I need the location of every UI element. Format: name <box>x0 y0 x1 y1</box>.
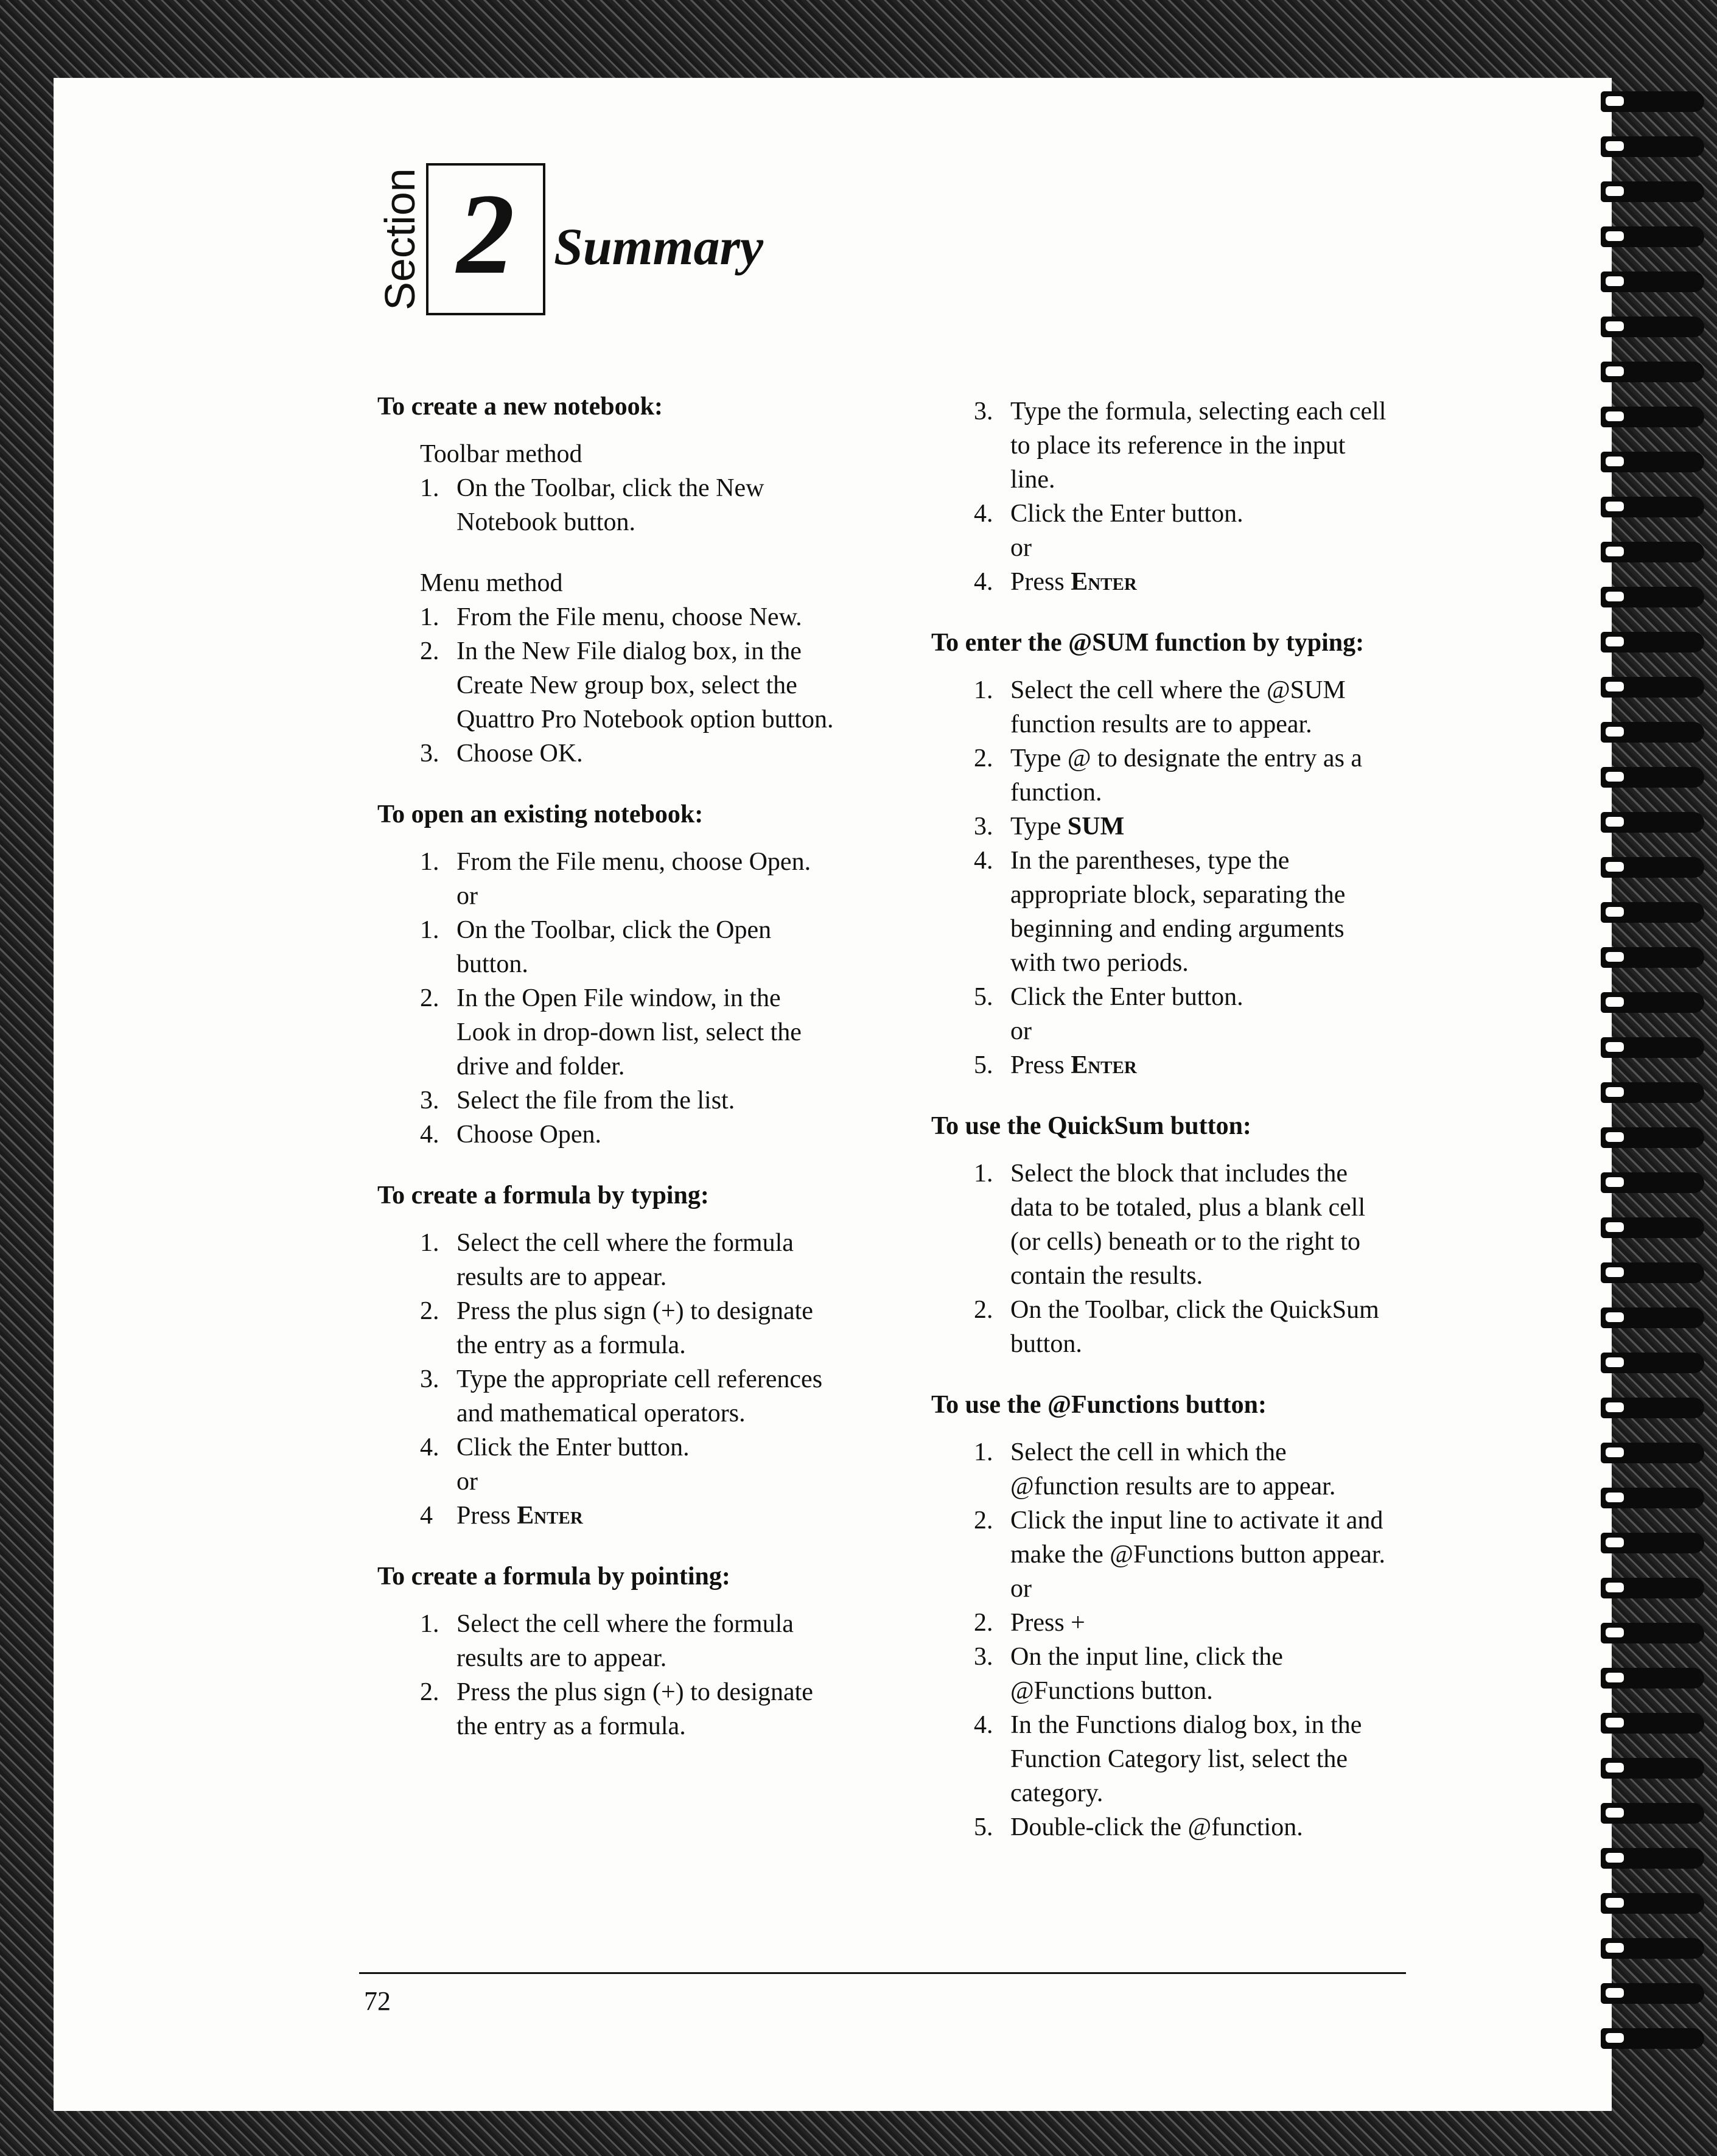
item-text: In the New File dialog box, in the Create New group box, select the Quattro Pro Notebook option button. <box>456 637 834 733</box>
menu-method-label: Menu method <box>420 569 563 597</box>
item-text: In the Open File window, in the Look in drop-down list, select the drive and folder. <box>456 984 802 1080</box>
spiral-ring <box>1601 1578 1704 1598</box>
list-item <box>931 673 1394 741</box>
item-number: 1. <box>420 474 439 502</box>
item-text: Click the Enter button. <box>1010 500 1243 528</box>
right-column <box>931 394 1394 1871</box>
spiral-ring <box>1601 992 1704 1013</box>
list-item <box>377 600 840 634</box>
item-number: 2. <box>974 1609 993 1637</box>
item-number: 2. <box>420 1297 439 1325</box>
spiral-ring <box>1601 181 1704 202</box>
spiral-ring <box>1601 497 1704 517</box>
item-text: Click the Enter button. <box>456 1433 690 1461</box>
list-item <box>377 634 840 737</box>
quicksum-block <box>931 1109 1394 1361</box>
item-number: 1. <box>420 1610 439 1638</box>
heading-sum-typing: To enter the @SUM function by typing: <box>931 629 1365 657</box>
item-text: Select the block that includes the data to be totaled, plus a blank cell (or cells) beneath or to the right to contain the results. <box>1010 1160 1366 1290</box>
spiral-ring <box>1601 407 1704 427</box>
item-number: 4. <box>974 500 993 528</box>
spiral-ring <box>1601 317 1704 337</box>
list-item <box>931 1293 1394 1361</box>
heading-open-notebook: To open an existing notebook: <box>377 800 704 828</box>
item-text: Select the cell where the @SUM function results are to appear. <box>1010 676 1346 738</box>
list-item <box>377 1675 840 1743</box>
list-item: 4. Press Enter <box>974 568 1137 596</box>
spiral-ring <box>1601 587 1704 607</box>
list-item <box>931 1640 1394 1708</box>
item-text: In the parentheses, type the appropriate block, separating the beginning and ending arguments with two periods. <box>1010 847 1346 977</box>
item-number: 1. <box>974 676 993 704</box>
list-item <box>931 1157 1394 1293</box>
spiral-binding <box>1582 91 1717 2100</box>
item-text: Press the plus sign (+) to designate the entry as a formula. <box>456 1678 813 1740</box>
item-text: Type the formula, selecting each cell to place its reference in the input line. <box>1010 397 1387 494</box>
spiral-ring <box>1601 362 1704 382</box>
item-number: 2. <box>974 1296 993 1324</box>
item-number: 1. <box>974 1160 993 1188</box>
spiral-ring <box>1601 1668 1704 1689</box>
or-text: or <box>1010 1017 1032 1045</box>
list-item <box>931 980 1394 1014</box>
spiral-ring <box>1601 1217 1704 1238</box>
new-notebook-block <box>377 390 840 771</box>
list-item <box>931 844 1394 980</box>
list-item <box>377 981 840 1083</box>
item-text: Select the file from the list. <box>456 1087 735 1115</box>
spiral-ring <box>1601 271 1704 292</box>
spiral-ring <box>1601 722 1704 743</box>
item-number: 5. <box>974 1813 993 1841</box>
list-item: 3. Type SUM <box>974 813 1125 841</box>
item-text: On the input line, click the @Functions button. <box>1010 1643 1283 1705</box>
section-title: Summary <box>554 217 764 276</box>
item-text: Choose Open. <box>456 1121 601 1149</box>
list-item <box>377 737 840 771</box>
spiral-ring <box>1601 1443 1704 1463</box>
list-item <box>377 1430 840 1465</box>
item-number: 3. <box>420 740 439 768</box>
list-item <box>377 471 840 539</box>
list-item <box>931 741 1394 810</box>
pointing-continued-block <box>931 394 1394 599</box>
spiral-ring <box>1601 677 1704 698</box>
item-text: Choose OK. <box>456 740 583 768</box>
spiral-ring <box>1601 1893 1704 1914</box>
list-item <box>931 1435 1394 1503</box>
item-number: 4. <box>420 1121 439 1149</box>
item-number: 2. <box>420 1678 439 1706</box>
spiral-ring <box>1601 542 1704 562</box>
item-text: Type the appropriate cell references and mathematical operators. <box>456 1365 823 1427</box>
item-number: 3. <box>974 1643 993 1671</box>
list-item <box>931 1503 1394 1572</box>
spiral-ring <box>1601 947 1704 968</box>
formula-typing-block <box>377 1178 840 1533</box>
list-item <box>931 394 1394 497</box>
toolbar-method-label: Toolbar method <box>420 440 582 468</box>
spiral-ring <box>1601 767 1704 788</box>
spiral-ring <box>1601 632 1704 653</box>
spiral-ring <box>1601 1262 1704 1283</box>
page-number: 72 <box>364 1986 391 2016</box>
list-item: 1. From the File menu, choose Open. <box>420 848 811 876</box>
item-text: Press + <box>1010 1609 1085 1637</box>
spiral-ring <box>1601 857 1704 878</box>
spiral-ring <box>1601 452 1704 472</box>
item-number: 3. <box>420 1087 439 1115</box>
spiral-ring <box>1601 1353 1704 1373</box>
item-text: Click the Enter button. <box>1010 983 1243 1011</box>
item-text: Click the input line to activate it and make the @Functions button appear. <box>1010 1507 1386 1569</box>
list-item: 5. Press Enter <box>974 1051 1137 1079</box>
item-text: In the Functions dialog box, in the Function Category list, select the category. <box>1010 1711 1362 1807</box>
list-item: 4 Press Enter <box>420 1502 583 1530</box>
item-number: 1. <box>420 1229 439 1257</box>
spiral-ring <box>1601 2028 1704 2049</box>
list-item <box>931 1606 1394 1640</box>
item-number: 2. <box>420 984 439 1012</box>
or-text: or <box>1010 1575 1032 1603</box>
spiral-ring <box>1601 1758 1704 1779</box>
item-text: Double-click the @function. <box>1010 1813 1303 1841</box>
spiral-ring <box>1601 136 1704 157</box>
list-item <box>377 1083 840 1118</box>
spiral-ring <box>1601 1533 1704 1553</box>
list-item <box>377 1118 840 1152</box>
item-text: On the Toolbar, click the New Notebook button. <box>456 474 764 536</box>
item-number: 3. <box>420 1365 439 1393</box>
spiral-ring <box>1601 1623 1704 1643</box>
item-text: On the Toolbar, click the QuickSum button. <box>1010 1296 1379 1358</box>
spiral-ring <box>1601 1037 1704 1058</box>
spiral-ring <box>1601 226 1704 247</box>
list-item <box>377 1362 840 1430</box>
item-number: 3. <box>974 397 993 425</box>
spiral-ring <box>1601 1938 1704 1959</box>
open-notebook-block <box>377 797 840 1152</box>
sum-typing-block <box>931 626 1394 1082</box>
spiral-ring <box>1601 1172 1704 1193</box>
functions-block <box>931 1388 1394 1844</box>
heading-functions: To use the @Functions button: <box>931 1391 1267 1419</box>
item-number: 4. <box>420 1433 439 1461</box>
heading-formula-pointing: To create a formula by pointing: <box>377 1563 730 1591</box>
section-number: 2 <box>456 170 515 298</box>
spiral-ring <box>1601 1983 1704 2004</box>
list-item <box>931 497 1394 531</box>
spiral-ring <box>1601 1488 1704 1508</box>
spiral-ring <box>1601 1803 1704 1824</box>
item-text: Select the cell where the formula results are to appear. <box>456 1610 794 1672</box>
list-item <box>377 1294 840 1362</box>
formula-pointing-block <box>377 1559 840 1743</box>
spiral-ring <box>1601 812 1704 833</box>
spiral-ring <box>1601 1127 1704 1148</box>
item-text: From the File menu, choose New. <box>456 603 802 631</box>
item-text: Press the plus sign (+) to designate the entry as a formula. <box>456 1297 813 1359</box>
spiral-ring <box>1601 91 1704 112</box>
item-number: 2. <box>974 744 993 772</box>
spiral-ring <box>1601 902 1704 923</box>
item-number: 1. <box>420 603 439 631</box>
list-item <box>931 1708 1394 1810</box>
item-text: Select the cell where the formula results are to appear. <box>456 1229 794 1291</box>
or-text: or <box>1010 534 1032 562</box>
item-number: 4. <box>974 847 993 875</box>
heading-new-notebook: To create a new notebook: <box>377 393 663 421</box>
spiral-ring <box>1601 1307 1704 1328</box>
footer-rule <box>359 1972 1406 1974</box>
item-number: 1. <box>974 1438 993 1466</box>
heading-formula-typing: To create a formula by typing: <box>377 1181 709 1209</box>
list-item: 1. On the Toolbar, click the Open button. <box>420 916 772 978</box>
item-number: 5. <box>974 983 993 1011</box>
spiral-ring <box>1601 1713 1704 1734</box>
item-text: Select the cell in which the @function results are to appear. <box>1010 1438 1336 1500</box>
item-number: 2. <box>974 1507 993 1535</box>
spiral-ring <box>1601 1848 1704 1869</box>
list-item <box>377 1607 840 1675</box>
section-number-box <box>426 163 545 315</box>
or-text: or <box>456 1468 478 1496</box>
heading-quicksum: To use the QuickSum button: <box>931 1112 1251 1140</box>
section-label: Section <box>376 168 424 310</box>
spiral-ring <box>1601 1398 1704 1418</box>
spiral-ring <box>1601 1082 1704 1103</box>
list-item <box>377 1226 840 1294</box>
item-text: Type @ to designate the entry as a function. <box>1010 744 1363 807</box>
left-column <box>377 390 840 1770</box>
list-item <box>931 1810 1394 1844</box>
item-number: 4. <box>974 1711 993 1739</box>
or-text: or <box>456 882 478 910</box>
item-number: 2. <box>420 637 439 665</box>
